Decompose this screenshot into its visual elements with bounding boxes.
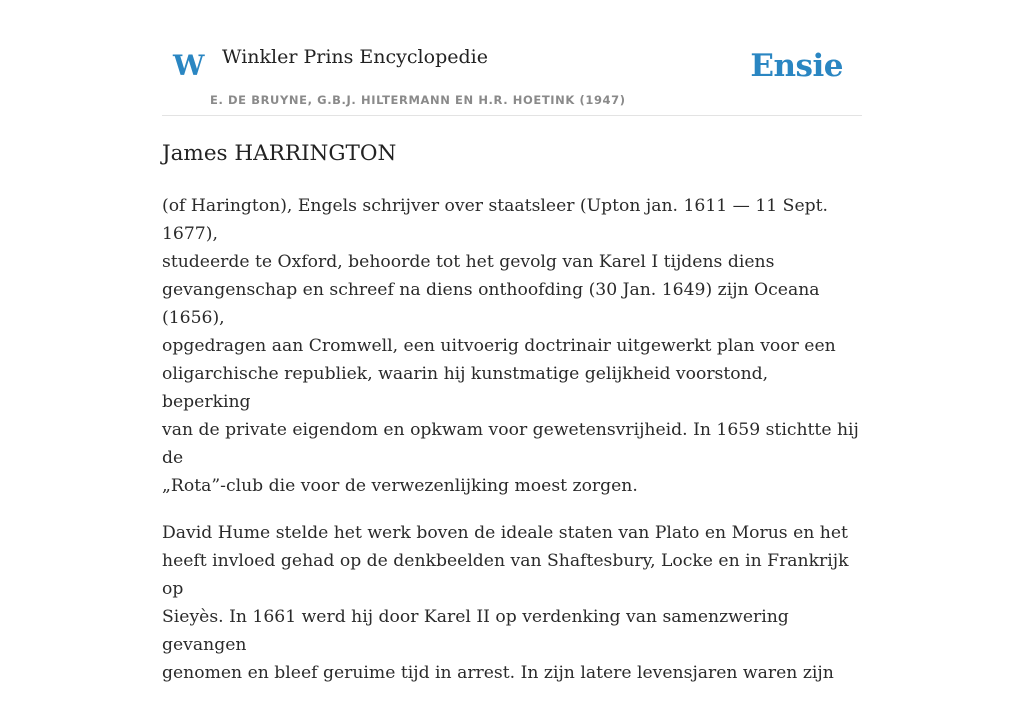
site-header (162, 0, 862, 116)
article-paragraph: (of Harington), Engels schrijver over staatsleer (Upton jan. 1611 — 11 Sept. 1677), studeerde te Oxford, behoorde tot het gevolg van Karel I tijdens diens gevangenschap en schreef na diens onthoofding (30 Jan. 1649) zijn Oceana (1656), opgedragen aan Cromwell, een uitvoerig doctrinair uitgewerkt plan voor een oligarchische republiek, waarin hij kunstmatige gelijkheid voorstond, beperking van de private eigendom en opkwam voor gewetensvrijheid. In 1659 stichtte hij de „Rota”-club die voor de verwezenlijking moest zorgen. (162, 196, 859, 496)
publication-authors: E. DE BRUYNE, G.B.J. HILTERMANN EN H.R. HOETINK (1947) (210, 93, 626, 107)
publication-logo-icon[interactable]: W (173, 49, 205, 82)
publication-title[interactable]: Winkler Prins Encyclopedie (222, 46, 488, 68)
article-title: James HARRINGTON (162, 141, 397, 166)
ensie-brand-logo[interactable]: Ensie (750, 48, 843, 84)
article-paragraph: David Hume stelde het werk boven de ideale staten van Plato en Morus en het heeft invloed gehad op de denkbeelden van Shaftesbury, Locke en in Frankrijk op Sieyès. In 1661 werd hij door Karel II op verdenking van samenzwering gevangen genomen en bleef geruime tijd in arrest. In zijn latere levensjaren waren zijn (162, 523, 849, 683)
article-body (162, 192, 862, 706)
